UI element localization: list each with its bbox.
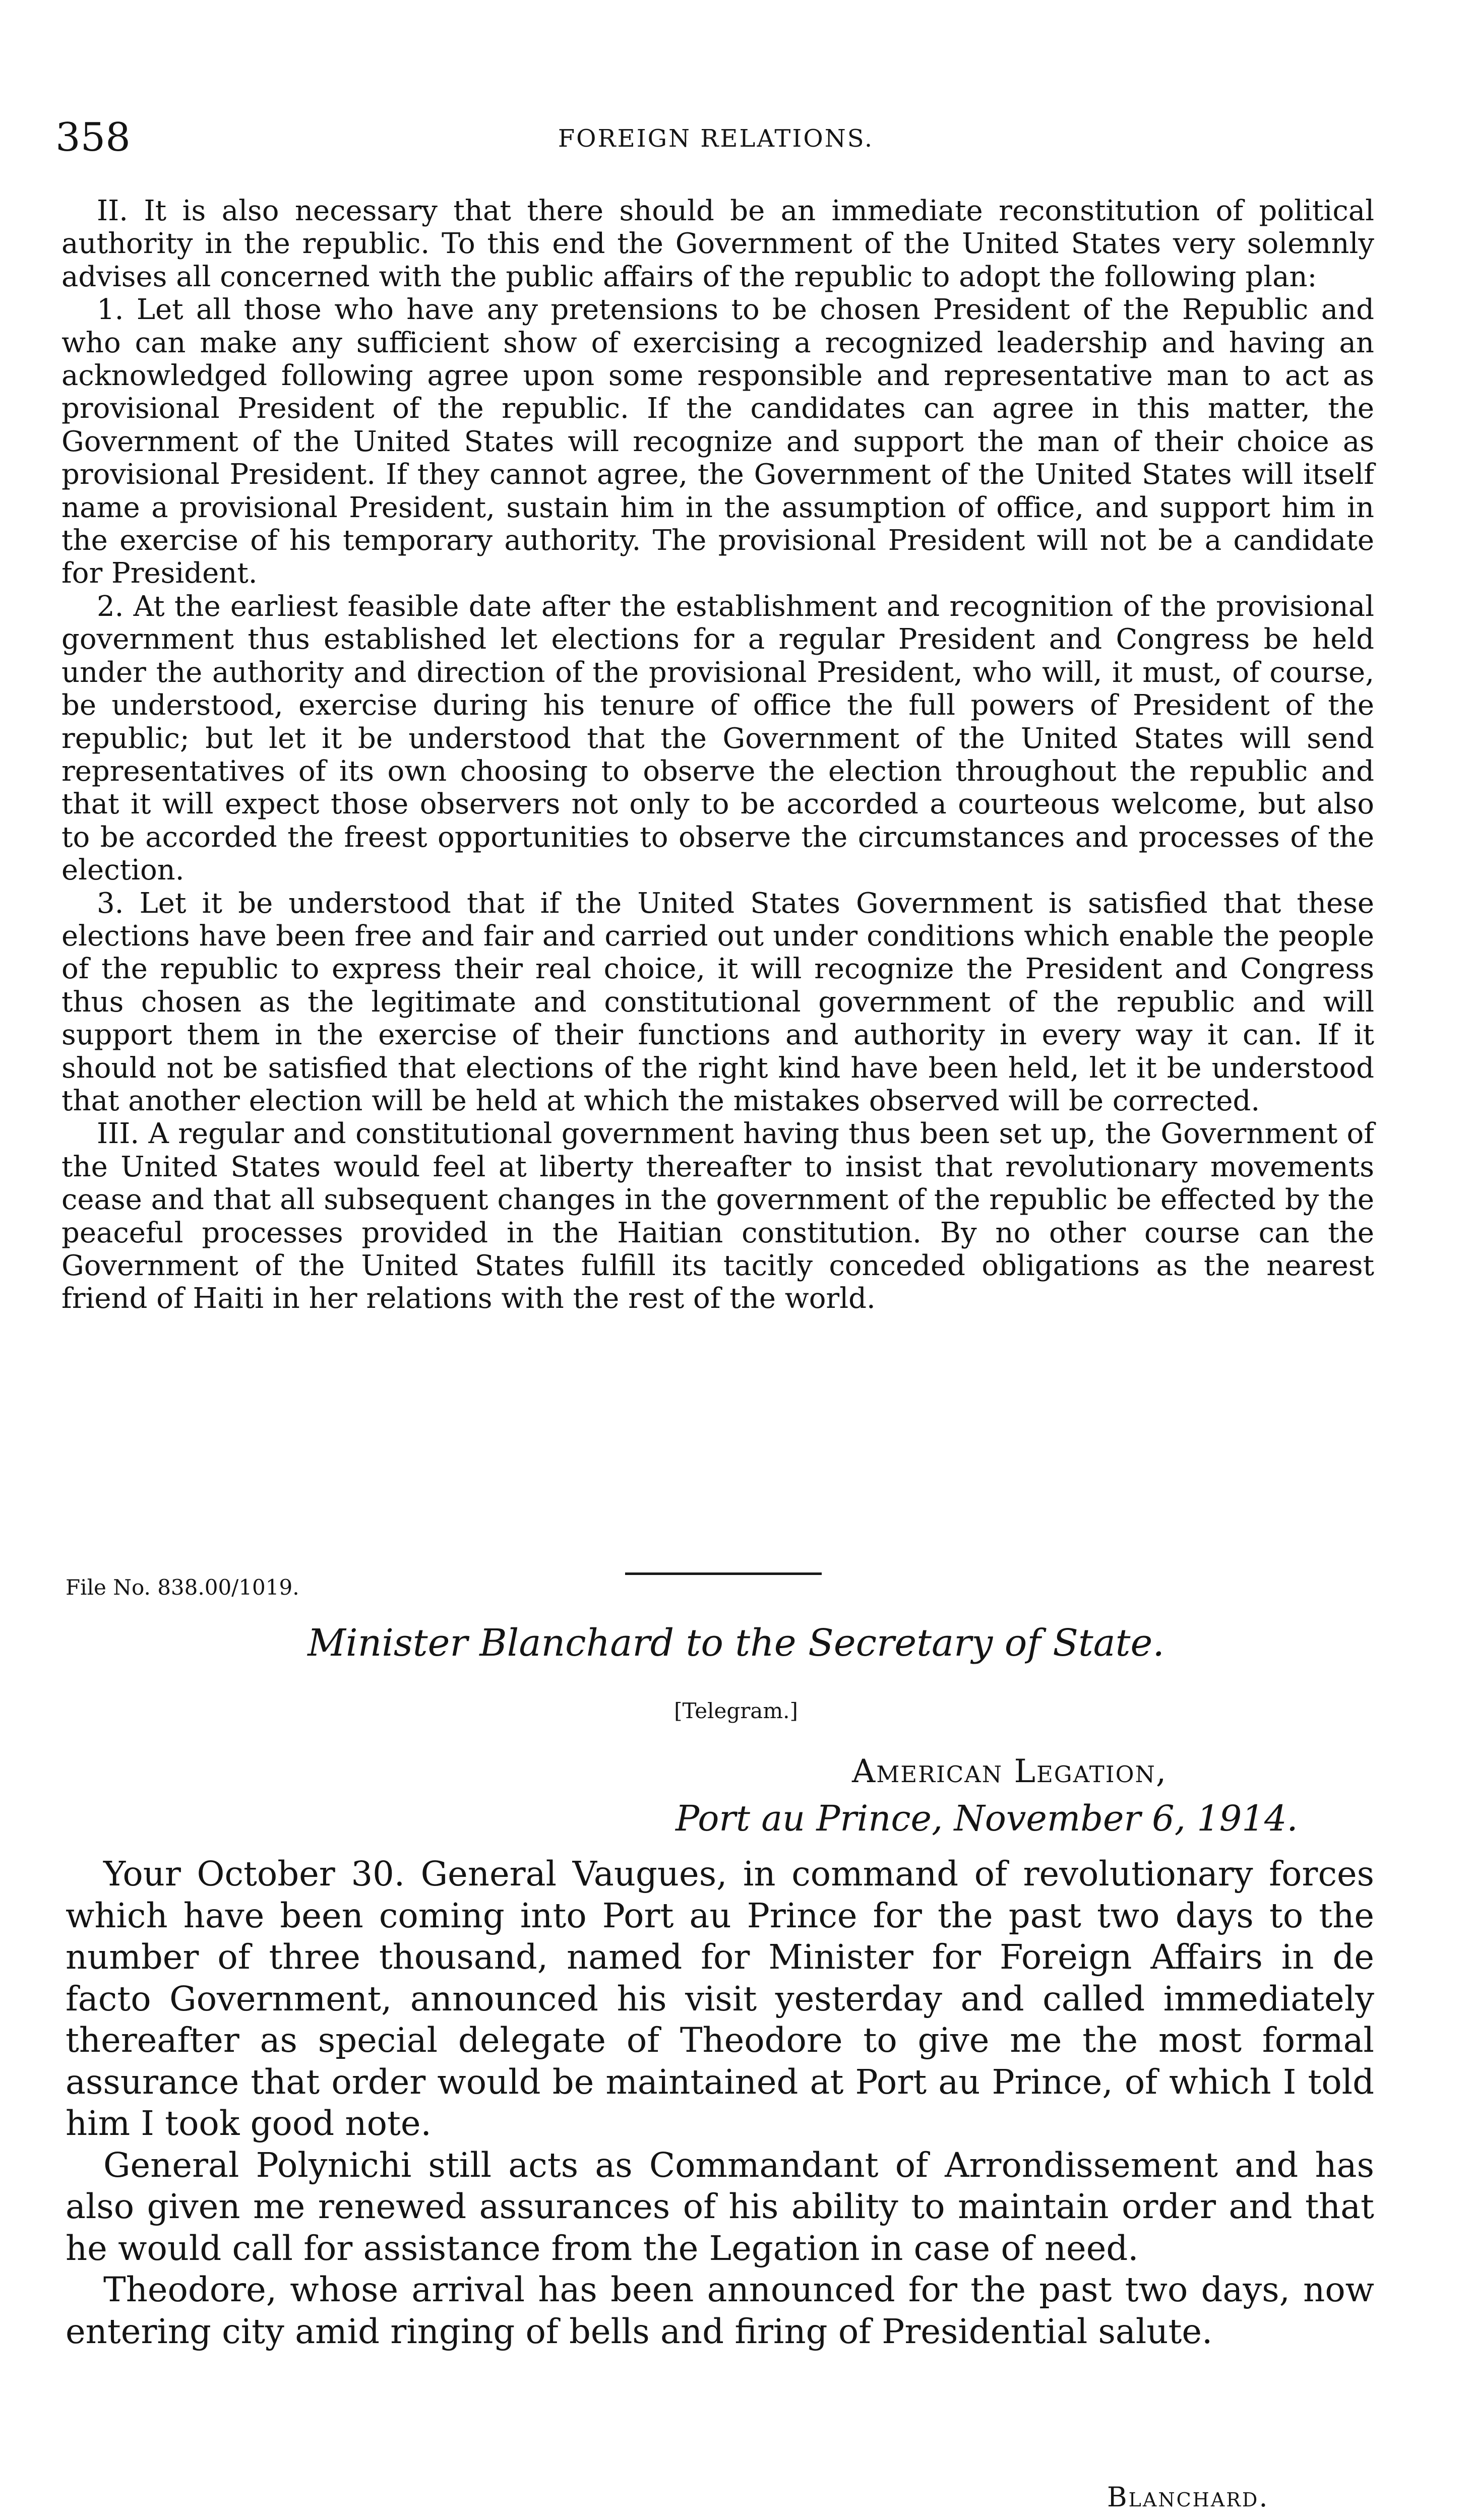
paragraph-plan-point-3: 3. Let it be understood that if the United States Government is satisfied that these elections have been free and fair and carried out under conditions which enable the people of the republic to express their real choice, it will recognize the President and Congress thus chosen as the legitimate and constitutional government of the republic and will support them in the exercise of their functions and authority in every way it can. If it should not be satisfied that elections of the right kind have been held, let it be understood that another election will be held at which the mistakes observed will be corrected.	[62, 887, 1374, 1117]
telegram-label: [Telegram.]	[674, 1698, 798, 1723]
continued-instructions	[62, 195, 1374, 1315]
page-header	[55, 115, 1376, 160]
running-head: FOREIGN RELATIONS.	[558, 124, 874, 153]
paragraph-vaugues: Your October 30. General Vaugues, in command of revolutionary forces which have been coming into Port au Prince for the past two days to the number of three thousand, named for Minister for Foreign Affairs in de facto Government, announced his visit yesterday and called immediately thereafter as special delegate of Theodore to give me the most formal assurance that order would be maintained at Port au Prince, of which I told him I took good note.	[66, 1854, 1374, 2143]
paragraph-reconstitution: II. It is also necessary that there should be an immediate reconstitution of political authority in the republic. To this end the Government of the United States very solemnly advises all concerned with the public affairs of the republic to adopt the following plan:	[62, 195, 1374, 293]
telegram-body	[66, 1853, 1374, 2352]
document-title: Minister Blanchard to the Secretary of State.	[308, 1621, 1164, 1665]
paragraph-polynichi: General Polynichi still acts as Commandant of Arrondissement and has also given me renewed assurances of his ability to maintain order and that he would call for assistance from the Legation in case of need.	[66, 2145, 1374, 2268]
legation-heading: American Legation,	[852, 1753, 1168, 1790]
paragraph-plan-point-1: 1. Let all those who have any pretensions to be chosen President of the Republic and who can make any sufficient show of exercising a recognized leadership and having an acknowledged following agree upon some responsible and representative man to act as provisional President of the republic. If the candidates can agree in this matter, the Government of the United States will recognize and support the man of their choice as provisional President. If they cannot agree, the Government of the United States will itself name a provisional President, sustain him in the assumption of office, and support him in the exercise of his temporary authority. The provisional President will not be a candidate for President.	[62, 293, 1374, 590]
signature: Blanchard.	[1107, 2481, 1269, 2513]
page-number: 358	[55, 115, 131, 160]
paragraph-constitutional-government: III. A regular and constitutional government having thus been set up, the Government of the United States would feel at liberty thereafter to insist that revolutionary movements cease and that all subsequent changes in the government of the republic be effected by the peaceful processes provided in the Haitian constitution. By no other course can the Government of the United States fulfill its tacitly conceded obligations as the nearest friend of Haiti in her relations with the rest of the world.	[62, 1117, 1374, 1315]
paragraph-theodore: Theodore, whose arrival has been announced for the past two days, now entering city amid ringing of bells and firing of Presidential salute.	[66, 2270, 1374, 2351]
place-date-line: Port au Prince, November 6, 1914.	[676, 1798, 1298, 1839]
paragraph-plan-point-2: 2. At the earliest feasible date after the establishment and recognition of the provisional government thus established let elections for a regular President and Congress be held under the authority and direction of the provisional President, who will, it must, of course, be understood, exercise during his tenure of office the full powers of President of the republic; but let it be understood that the Government of the United States will send representatives of its own choosing to observe the election throughout the republic and that it will expect those observers not only to be accorded a courteous welcome, but also to be accorded the freest opportunities to observe the circumstances and processes of the election.	[62, 590, 1374, 887]
file-number: File No. 838.00/1019.	[66, 1575, 299, 1600]
section-divider	[625, 1572, 822, 1575]
